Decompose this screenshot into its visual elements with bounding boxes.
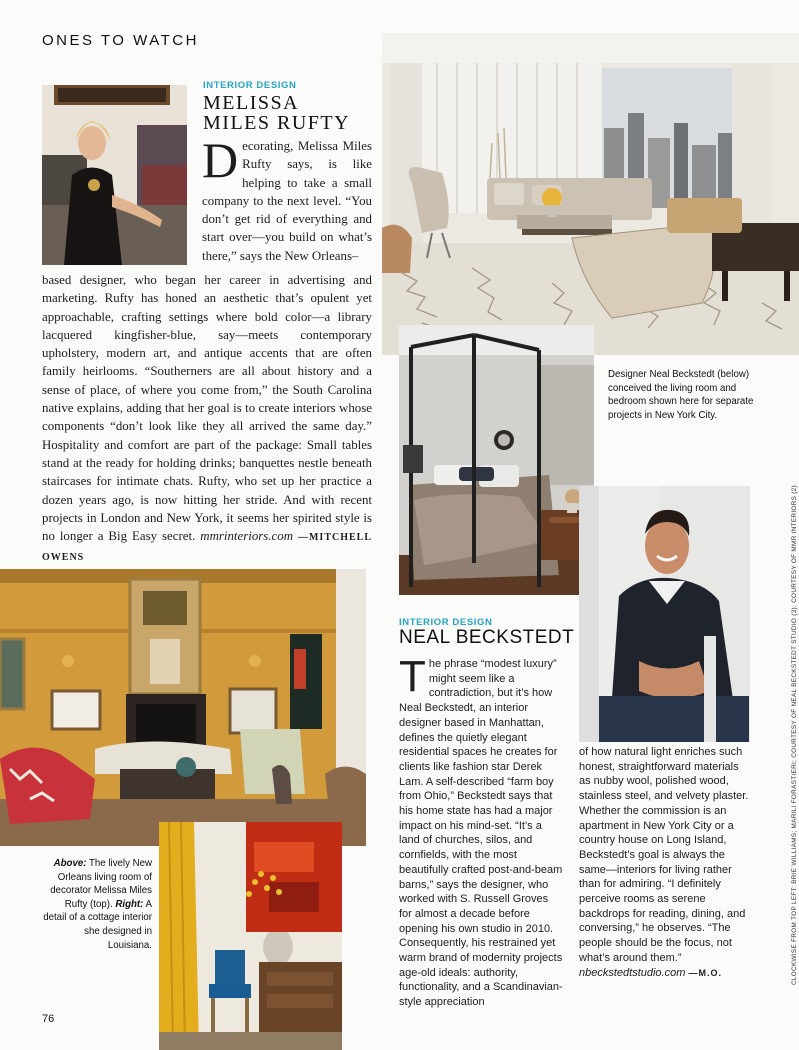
rufty-signature: —MITCHELL OWENS [42, 532, 372, 564]
photo-beckstedt-living-room [382, 33, 799, 355]
beckstedt-body-col2 [579, 745, 749, 980]
photo-rufty-living-room [0, 569, 366, 846]
beckstedt-body-col1 [399, 652, 564, 1010]
photo-credit [779, 485, 798, 985]
rufty-website: mmrinteriors.com [200, 529, 294, 544]
rufty-caption-above-label: Above: [53, 858, 87, 869]
beckstedt-name: NEAL BECKSTEDT [399, 627, 575, 648]
rufty-name-line1: MELISSA [203, 92, 300, 114]
rufty-caption [42, 857, 152, 952]
rufty-caption-above: The lively New Orleans living room of decorator Melissa Miles Rufty (top). [50, 858, 152, 910]
rufty-name [203, 93, 350, 133]
beckstedt-col1-text: he phrase “modest luxury” might seem like a contradiction, but it’s how Neal Beckstedt, an interior designer based in Manhattan, defines the quietly elegant residential spaces he creates for clients like fashion star Derek Lam. A self-described “farm boy from Ohio,” Beckstedt says that his home state has had a major impact on his mind-set. “It’s a land of churches, silos, and cornfields, with the most beautifully crafted post-and-beam barns,” says the designer, who worked with S. Russell Groves for almost a decade before opening his own studio in 2010. Consequently, his restrained yet warm brand of modernity projects age-old ideals: authority, functionality, and a Scandinavian-style appreciation [399, 658, 563, 1009]
rufty-caption-right: A detail of a cottage interior she designed in Louisiana. [43, 898, 152, 951]
rufty-kicker: INTERIOR DESIGN [203, 80, 297, 91]
rufty-body-main [42, 271, 372, 568]
rufty-caption-right-label: Right: [115, 898, 144, 910]
page-number: 76 [42, 1013, 55, 1025]
rufty-body-intro [202, 132, 372, 265]
photo-credit-text: CLOCKWISE FROM TOP LEFT: BRIE WILLIAMS; MARILI FORASTIERI; COURTESY OF NEAL BECKSTEDT STUDIO (3); COURTESY OF MMR INTERIORS (2) [791, 485, 798, 985]
beckstedt-website: nbeckstedtstudio.com [579, 966, 686, 979]
photo-rufty-cottage [159, 822, 342, 1050]
photo-beckstedt-bedroom [399, 325, 594, 595]
rufty-main-text: based designer, who began her career in advertising and marketing. Rufty has honed an aesthetic that’s opulent yet approachable, crafting settings where bold color—a library lacquered kingfisher-blue, say—meets contemporary upholstery, modern art, and antique accents that are often family heirlooms. “Southerners are all about history and a sense of place, of where you come from,” the South Carolina native explains, adding that her goal is to create interiors whose components “don’t look like they all arrived the same day.” Hospitality and comfort are part of the package: Small tables stand at the ready for holding drinks; banquettes nestle beneath staircases for intimate chats. Rufty, who set up her practice a dozen years ago, is now hitting her stride. And with recent projects in London and New York, it seems her spirited style is no longer a Big Easy secret. [42, 273, 372, 544]
section-heading: ONES TO WATCH [42, 32, 199, 49]
beckstedt-dropcap: T [399, 652, 426, 701]
beckstedt-signature: —M.O. [688, 967, 722, 978]
portrait-neal-beckstedt [579, 486, 750, 742]
rufty-name-line2: MILES RUFTY [203, 112, 351, 134]
beckstedt-kicker: INTERIOR DESIGN [399, 617, 493, 628]
rufty-dropcap: D [202, 132, 239, 188]
portrait-melissa-rufty [42, 85, 187, 265]
rufty-intro-text: ecorating, Melissa Miles Rufty says, is like helping to take a small company to the next level. “You don’t get rid of everything and start over—you build on what’s there,” says the New Orleans– [202, 139, 372, 263]
beckstedt-caption: Designer Neal Beckstedt (below) conceived the living room and bedroom shown here for separate projects in New York City. [608, 369, 754, 421]
beckstedt-col2-text: of how natural light enriches such honest, straightforward materials as nubby wool, polished wood, stainless steel, and velvety plaster. Whether the commission is an apartment in New York City or a country house on Long Island, Beckstedt’s goal is always the same—interiors for living rather than for admiring. “I definitely perceive rooms as serene backdrops for reading, dining, and conversing,” he observes. “The people should be the focus, not what’s around them.” [579, 746, 749, 964]
